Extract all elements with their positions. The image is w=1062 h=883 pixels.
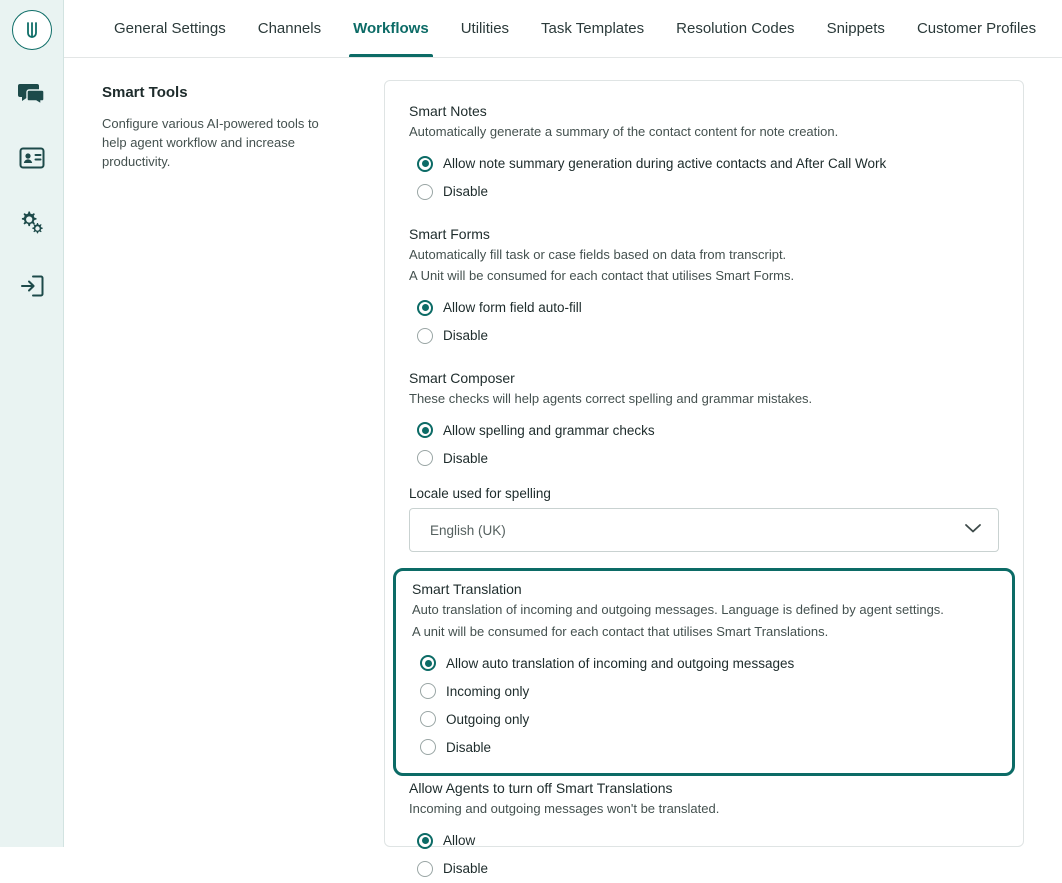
locale-select-value: English (UK) bbox=[430, 522, 506, 538]
page-title: Smart Tools bbox=[102, 84, 188, 101]
smart-notes-title: Smart Notes bbox=[409, 103, 487, 119]
agent-turn-off-description: Incoming and outgoing messages won't be translated. bbox=[409, 801, 720, 816]
agent-turn-off-title: Allow Agents to turn off Smart Translations bbox=[409, 780, 673, 796]
smart-forms-title: Smart Forms bbox=[409, 225, 490, 242]
smart-notes-option-allow[interactable] bbox=[417, 150, 999, 178]
radio-icon[interactable] bbox=[420, 739, 436, 755]
option-label: Allow bbox=[443, 833, 476, 848]
agent-turn-off-option-allow[interactable] bbox=[417, 827, 999, 855]
smart-translation-title: Smart Translation bbox=[412, 581, 522, 597]
smart-composer-title: Smart Composer bbox=[409, 369, 515, 386]
smart-notes-group bbox=[409, 103, 999, 206]
smart-tools-panel bbox=[384, 80, 1024, 876]
main-area bbox=[64, 0, 1062, 876]
radio-icon[interactable] bbox=[417, 156, 433, 172]
smart-translation-description-2: A unit will be consumed for each contact that utilises Smart Translations. bbox=[412, 623, 829, 639]
smart-translation-option-disable[interactable] bbox=[420, 733, 996, 761]
smart-composer-group bbox=[409, 370, 999, 553]
radio-icon[interactable] bbox=[420, 711, 436, 727]
radio-icon[interactable] bbox=[417, 184, 433, 200]
option-label: Allow form field auto-fill bbox=[443, 300, 582, 315]
radio-icon[interactable] bbox=[417, 861, 433, 877]
smart-translation-option-incoming-only[interactable] bbox=[420, 677, 996, 705]
chat-icon[interactable] bbox=[8, 70, 56, 118]
option-label: Incoming only bbox=[446, 683, 530, 699]
smart-forms-description-2: A Unit will be consumed for each contact that utilises Smart Forms. bbox=[409, 268, 795, 283]
radio-icon[interactable] bbox=[420, 683, 436, 699]
smart-composer-description: These checks will help agents correct spelling and grammar mistakes. bbox=[409, 390, 813, 406]
smart-forms-option-disable[interactable] bbox=[417, 322, 999, 350]
locale-select[interactable] bbox=[409, 508, 999, 552]
option-label: Disable bbox=[443, 450, 489, 466]
smart-composer-option-disable[interactable] bbox=[417, 444, 999, 472]
smart-translation-option-allow-all[interactable] bbox=[420, 649, 996, 677]
radio-icon[interactable] bbox=[417, 833, 433, 849]
option-label: Disable bbox=[443, 861, 489, 876]
radio-icon[interactable] bbox=[417, 328, 433, 344]
app-logo[interactable] bbox=[12, 10, 52, 50]
tab-workflows[interactable]: Workflows bbox=[337, 0, 445, 57]
section-intro bbox=[102, 80, 384, 847]
tab-general-settings[interactable]: General Settings bbox=[114, 20, 226, 37]
tab-resolution-codes[interactable]: Resolution Codes bbox=[676, 20, 795, 37]
option-label: Outgoing only bbox=[446, 711, 530, 727]
smart-forms-option-allow[interactable] bbox=[417, 294, 999, 322]
smart-translation-group[interactable] bbox=[393, 568, 1015, 776]
radio-icon[interactable] bbox=[417, 450, 433, 466]
gear-icon[interactable] bbox=[8, 198, 56, 246]
option-label: Allow note summary generation during active contacts and After Call Work bbox=[443, 156, 887, 171]
smart-forms-description-1: Automatically fill task or case fields based on data from transcript. bbox=[409, 246, 787, 262]
left-icon-rail bbox=[0, 0, 64, 847]
option-label: Disable bbox=[446, 739, 492, 755]
locale-label: Locale used for spelling bbox=[409, 486, 551, 501]
agent-turn-off-option-disable[interactable] bbox=[417, 855, 999, 883]
radio-icon[interactable] bbox=[417, 422, 433, 438]
option-label: Disable bbox=[443, 184, 489, 199]
contacts-card-icon[interactable] bbox=[8, 134, 56, 182]
smart-notes-option-disable[interactable] bbox=[417, 178, 999, 206]
content-area bbox=[64, 58, 1062, 876]
tab-snippets[interactable]: Snippets bbox=[826, 20, 885, 37]
option-label: Disable bbox=[443, 328, 489, 343]
option-label: Allow auto translation of incoming and outgoing messages bbox=[446, 655, 795, 671]
radio-icon[interactable] bbox=[420, 655, 436, 671]
option-label: Allow spelling and grammar checks bbox=[443, 422, 655, 438]
logout-icon[interactable] bbox=[8, 262, 56, 310]
smart-composer-option-allow[interactable] bbox=[417, 416, 999, 444]
tab-customer-profiles[interactable]: Customer Profiles bbox=[916, 20, 1037, 37]
tab-utilities[interactable]: Utilities bbox=[460, 20, 510, 37]
smart-notes-description: Automatically generate a summary of the contact content for note creation. bbox=[409, 124, 839, 139]
smart-forms-group bbox=[409, 226, 999, 350]
settings-tabs bbox=[64, 0, 1062, 58]
agent-turn-off-group bbox=[409, 780, 999, 883]
radio-icon[interactable] bbox=[417, 300, 433, 316]
tab-channels[interactable]: Channels bbox=[257, 20, 322, 37]
smart-translation-option-outgoing-only[interactable] bbox=[420, 705, 996, 733]
page-description: Configure various AI-powered tools to help agent workflow and increase productivity. bbox=[102, 116, 319, 169]
chevron-down-icon[interactable] bbox=[964, 521, 982, 539]
smart-translation-description-1: Auto translation of incoming and outgoing messages. Language is defined by agent settings. bbox=[412, 602, 944, 617]
tab-task-templates[interactable]: Task Templates bbox=[541, 20, 645, 37]
